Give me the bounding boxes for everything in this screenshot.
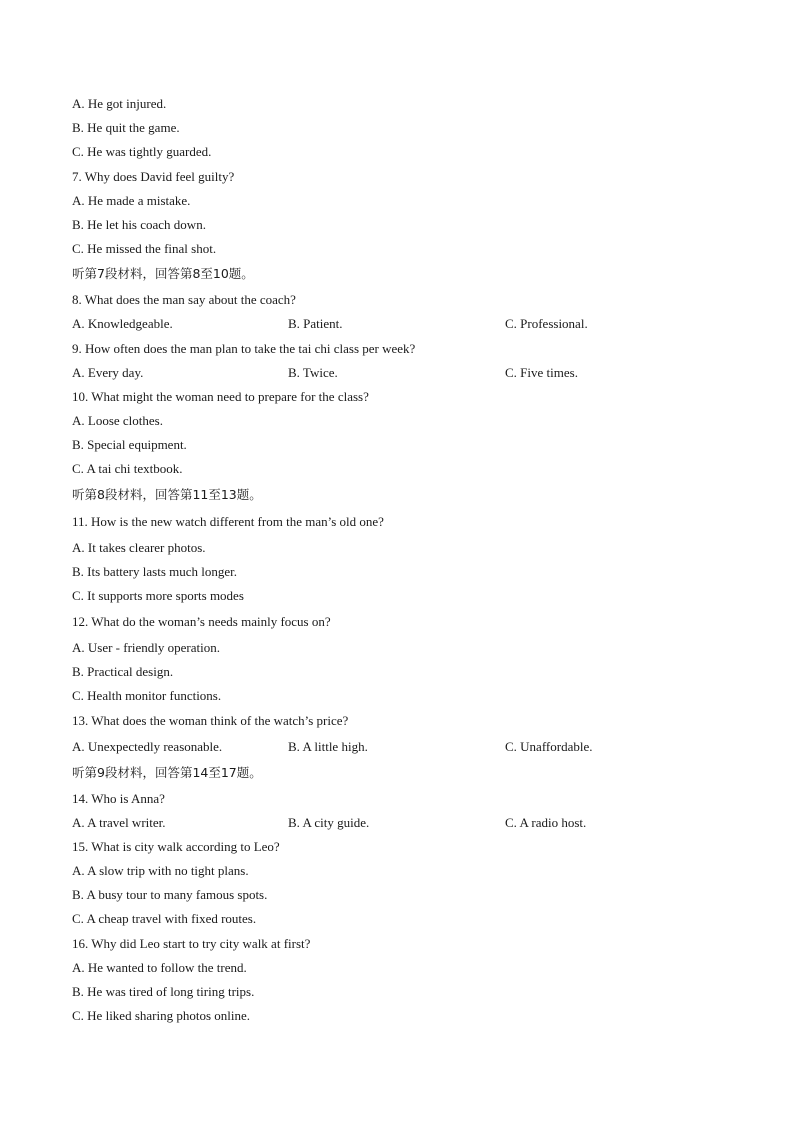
option-a: A. Every day.: [72, 365, 144, 380]
option-c: C. Unaffordable.: [505, 739, 593, 754]
option-line: A. He got injured.: [72, 96, 167, 111]
section-heading: 听第9段材料，回答第14至17题。: [72, 765, 262, 780]
option-c: C. Five times.: [505, 365, 578, 380]
question-line: 8. What does the man say about the coach?: [72, 292, 296, 307]
option-line: B. He quit the game.: [72, 120, 180, 135]
option-line: A. User - friendly operation.: [72, 640, 221, 655]
option-line: A. A slow trip with no tight plans.: [72, 863, 249, 878]
question-line: 14. Who is Anna?: [72, 791, 165, 806]
option-line: B. He let his coach down.: [72, 217, 206, 232]
option-line: C. He liked sharing photos online.: [72, 1008, 251, 1023]
option-a: A. Unexpectedly reasonable.: [72, 739, 223, 754]
section-heading: 听第7段材料，回答第8至10题。: [72, 266, 254, 281]
option-line: B. A busy tour to many famous spots.: [72, 887, 268, 902]
option-a: A. A travel writer.: [72, 815, 166, 830]
option-line: A. He made a mistake.: [72, 193, 191, 208]
option-b: B. A little high.: [288, 739, 368, 754]
option-line: C. A tai chi textbook.: [72, 461, 183, 476]
option-line: A. Loose clothes.: [72, 413, 163, 428]
question-line: 10. What might the woman need to prepare for the class?: [72, 389, 369, 404]
option-line: C. He was tightly guarded.: [72, 144, 212, 159]
option-line: B. Special equipment.: [72, 437, 187, 452]
question-line: 16. Why did Leo start to try city walk at first?: [72, 936, 311, 951]
option-line: C. Health monitor functions.: [72, 688, 222, 703]
option-line: C. A cheap travel with fixed routes.: [72, 911, 257, 926]
option-line: A. He wanted to follow the trend.: [72, 960, 247, 975]
question-line: 9. How often does the man plan to take the tai chi class per week?: [72, 341, 416, 356]
question-line: 12. What do the woman’s needs mainly focus on?: [72, 614, 331, 629]
option-line: B. He was tired of long tiring trips.: [72, 984, 255, 999]
option-c: C. Professional.: [505, 316, 588, 331]
question-line: 13. What does the woman think of the watch’s price?: [72, 713, 349, 728]
option-b: B. Twice.: [288, 365, 338, 380]
option-line: C. He missed the final shot.: [72, 241, 217, 256]
option-line: C. It supports more sports modes: [72, 588, 244, 603]
question-line: 11. How is the new watch different from the man’s old one?: [72, 514, 384, 529]
option-c: C. A radio host.: [505, 815, 587, 830]
question-line: 15. What is city walk according to Leo?: [72, 839, 280, 854]
option-b: B. Patient.: [288, 316, 343, 331]
question-line: 7. Why does David feel guilty?: [72, 169, 235, 184]
option-line: B. Its battery lasts much longer.: [72, 564, 238, 579]
option-a: A. Knowledgeable.: [72, 316, 173, 331]
section-heading: 听第8段材料，回答第11至13题。: [72, 487, 262, 502]
option-line: A. It takes clearer photos.: [72, 540, 206, 555]
option-line: B. Practical design.: [72, 664, 174, 679]
option-b: B. A city guide.: [288, 815, 370, 830]
